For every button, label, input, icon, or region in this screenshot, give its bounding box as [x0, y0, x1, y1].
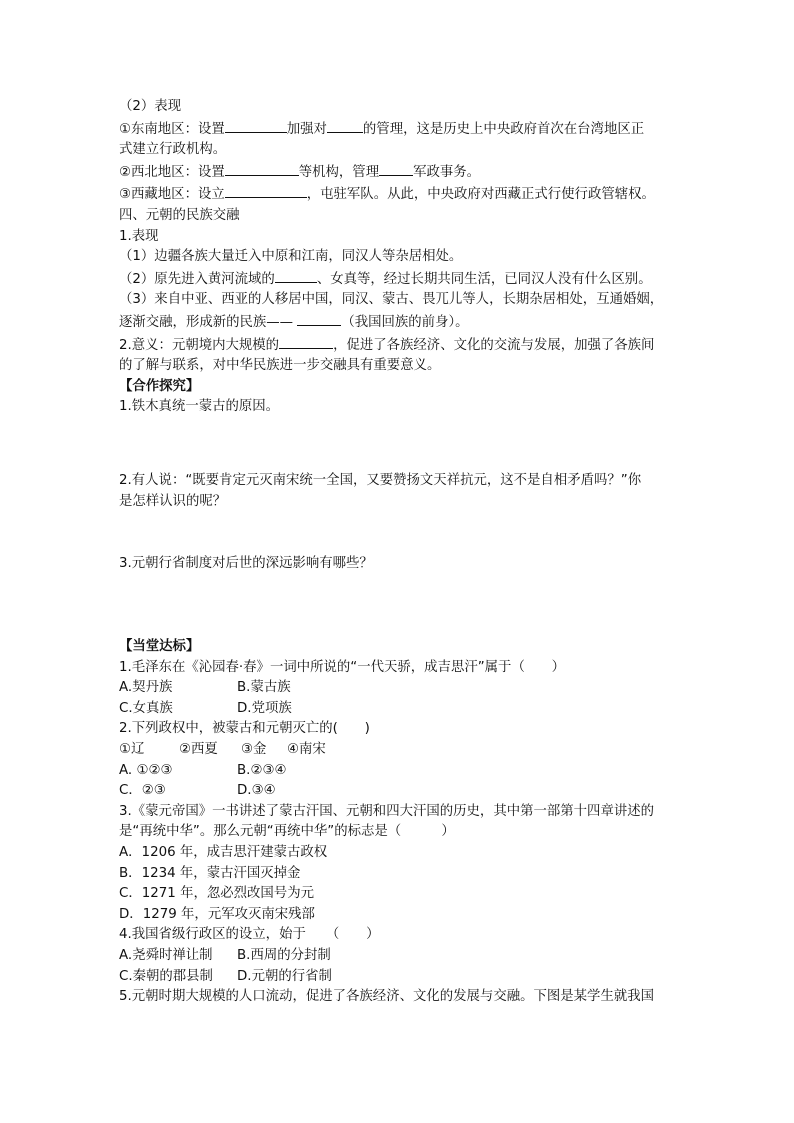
q2-item: ②西夏: [179, 741, 218, 757]
option-a[interactable]: A.契丹族: [119, 680, 173, 696]
section-heading: 四、元朝的民族交融: [119, 207, 240, 223]
question-text: 2.有人说：“既要肯定元灭南宋统一全国，又要赞扬文天祥抗元，这不是自相矛盾吗？”你: [119, 473, 642, 488]
option-b[interactable]: B.西周的分封制: [237, 947, 331, 963]
coop-heading: 【合作探究】: [119, 378, 200, 394]
drill-q3-stem-cont: 是“再统中华”。那么元朝“再统中华”的标志是（ ）: [119, 824, 455, 840]
question-text: 是怎样认识的呢？: [119, 493, 227, 509]
blank[interactable]: [297, 311, 341, 326]
option-a[interactable]: A.尧舜时禅让制: [119, 947, 213, 963]
blank[interactable]: [275, 268, 317, 283]
significance-line: 2.意义：元朝境内大规模的 ，促进了各族经济、文化的交流与发展，加强了各族间: [119, 334, 679, 357]
option-c[interactable]: C.女真族: [119, 700, 173, 716]
option-d[interactable]: D.党项族: [237, 700, 292, 716]
blank[interactable]: [379, 161, 413, 176]
drill-q3-stem: 3.《蒙元帝国》一书讲述了蒙古汗国、元朝和四大汗国的历史，其中第一部第十四章讲述的: [119, 803, 655, 819]
options-row: [119, 761, 679, 782]
q2-item: ①辽: [119, 741, 145, 757]
item-2: （2）原先进入黄河流域的 、女真等，经过长期共同生活，已同汉人没有什么区别。: [119, 268, 679, 291]
option-b[interactable]: B.②③④: [237, 762, 287, 778]
blank[interactable]: [225, 161, 299, 176]
options-row: [119, 699, 679, 720]
drill-q4-stem: 4.我国省级行政区的设立，始于 （ ）: [119, 927, 380, 943]
blank[interactable]: [279, 334, 333, 349]
drill-q5-stem: 5.元朝时期大规模的人口流动，促进了各族经济、文化的发展与交融。下图是某学生就我国: [119, 989, 655, 1005]
coop-question-1: 1.铁木真统一蒙古的原因。: [119, 399, 280, 415]
option-d[interactable]: D．1279 年，元军攻灭南宋残部: [119, 906, 315, 922]
options-row: [119, 946, 679, 967]
sub-heading: 1.表现: [119, 228, 159, 244]
blank[interactable]: [225, 183, 307, 198]
blank[interactable]: [327, 118, 363, 133]
significance-line-cont: 的了解与联系，对中华民族进一步交融具有重要意义。: [119, 358, 441, 374]
drill-section: [119, 637, 679, 1008]
item-3-cont: 逐渐交融，形成新的民族—— （我国回族的前身）。: [119, 311, 679, 334]
item-1: （1）边疆各族大量迁入中原和江南，同汉人等杂居相处。: [119, 249, 463, 265]
option-a[interactable]: A. ①②③: [119, 762, 173, 778]
option-b[interactable]: B．1234 年，蒙古汗国灭掉金: [119, 865, 301, 881]
options-row: [119, 678, 679, 699]
item-3: （3）来自中亚、西亚的人移居中国，同汉、蒙古、畏兀儿等人，长期杂居相处，互通婚姻，: [119, 292, 664, 308]
drill-q2-stem: 2.下列政权中，被蒙古和元朝灭亡的( ): [119, 721, 370, 737]
tibet-line: ③西藏地区：设立 ，屯驻军队。从此，中央政府对西藏正式行使行政管辖权。: [119, 183, 679, 206]
blank[interactable]: [225, 118, 287, 133]
q2-item: ③金: [241, 741, 267, 757]
northwest-line: ②西北地区：设置 等机构，管理 军政事务。: [119, 161, 679, 184]
coop-question-3: [119, 554, 679, 575]
option-c[interactable]: C．1271 年，忽必烈改国号为元: [119, 886, 314, 902]
question-text: 3.元朝行省制度对后世的深远影响有哪些？: [119, 556, 373, 571]
option-b[interactable]: B.蒙古族: [237, 680, 291, 696]
coop-question-2: [119, 471, 679, 512]
q2-item: ④南宋: [287, 741, 326, 757]
drill-q1-stem: 1.毛泽东在《沁园春·春》一词中所说的“一代天骄，成吉思汗”属于（ ）: [119, 659, 566, 675]
southeast-line: ①东南地区：设置 加强对 的管理，这是历史上中央政府首次在台湾地区正: [119, 118, 679, 141]
section-2: [119, 97, 679, 418]
southeast-line-cont: 式建立行政机构。: [119, 142, 227, 158]
option-c[interactable]: C.秦朝的郡县制: [119, 968, 213, 984]
q2-items: [119, 740, 679, 761]
drill-heading: 【当堂达标】: [119, 639, 200, 654]
option-d[interactable]: D.③④: [237, 783, 276, 799]
option-c[interactable]: C．②③: [119, 783, 166, 799]
option-a[interactable]: A．1206 年，成吉思汗建蒙古政权: [119, 844, 328, 860]
options-row: [119, 781, 679, 802]
section-heading: （2）表现: [119, 99, 182, 114]
options-row: [119, 967, 679, 988]
option-d[interactable]: D.元朝的行省制: [237, 968, 332, 984]
